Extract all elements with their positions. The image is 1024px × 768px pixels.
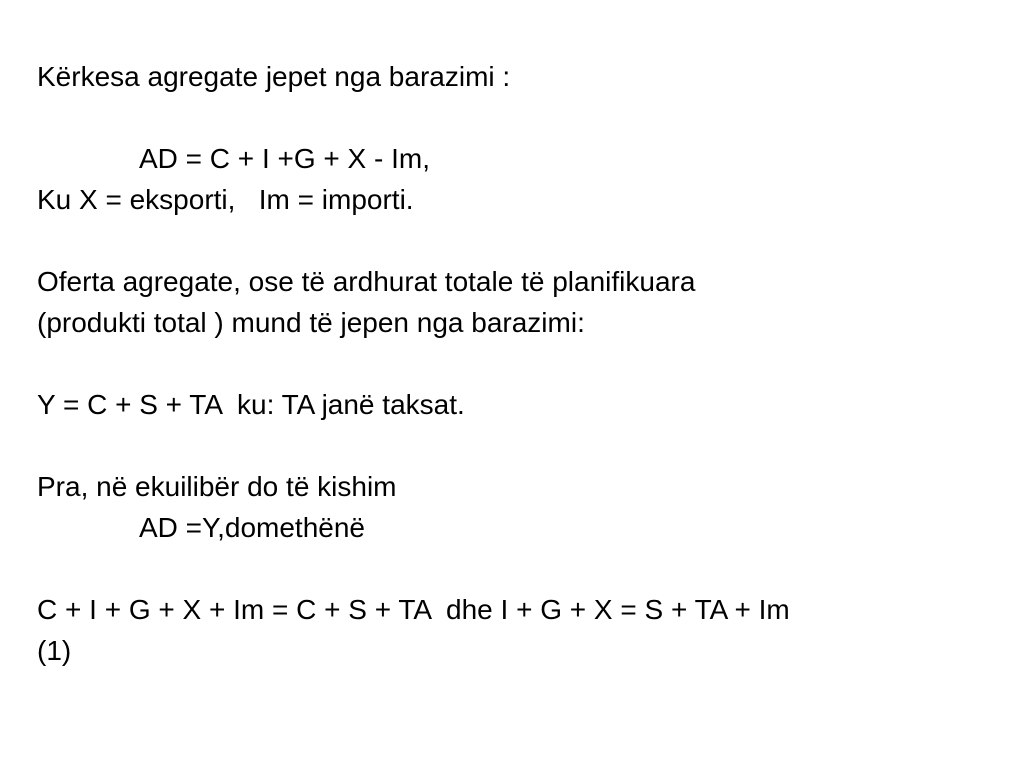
equation-aggregate-supply: Y = C + S + TA ku: TA janë taksat. [37,389,465,420]
text-line-aggregate-demand-intro: Kërkesa agregate jepet nga barazimi : [37,61,511,92]
text-line-definitions: Ku X = eksporti, Im = importi. [37,184,414,215]
text-line-aggregate-supply-intro: Oferta agregate, ose të ardhurat totale të planifikuara [37,266,696,297]
equation-equilibrium-condition: AD =Y,domethënë [139,512,365,543]
equation-number-label: (1) [37,635,72,666]
text-line-aggregate-supply-intro-cont: (produkti total ) mund të jepen nga barazimi: [37,307,585,338]
equation-equilibrium-expanded: C + I + G + X + Im = C + S + TA dhe I + G + X = S + TA + Im [37,594,790,625]
equation-aggregate-demand: AD = C + I +G + X - Im, [139,143,430,174]
text-line-equilibrium-intro: Pra, në ekuilibër do të kishim [37,471,397,502]
